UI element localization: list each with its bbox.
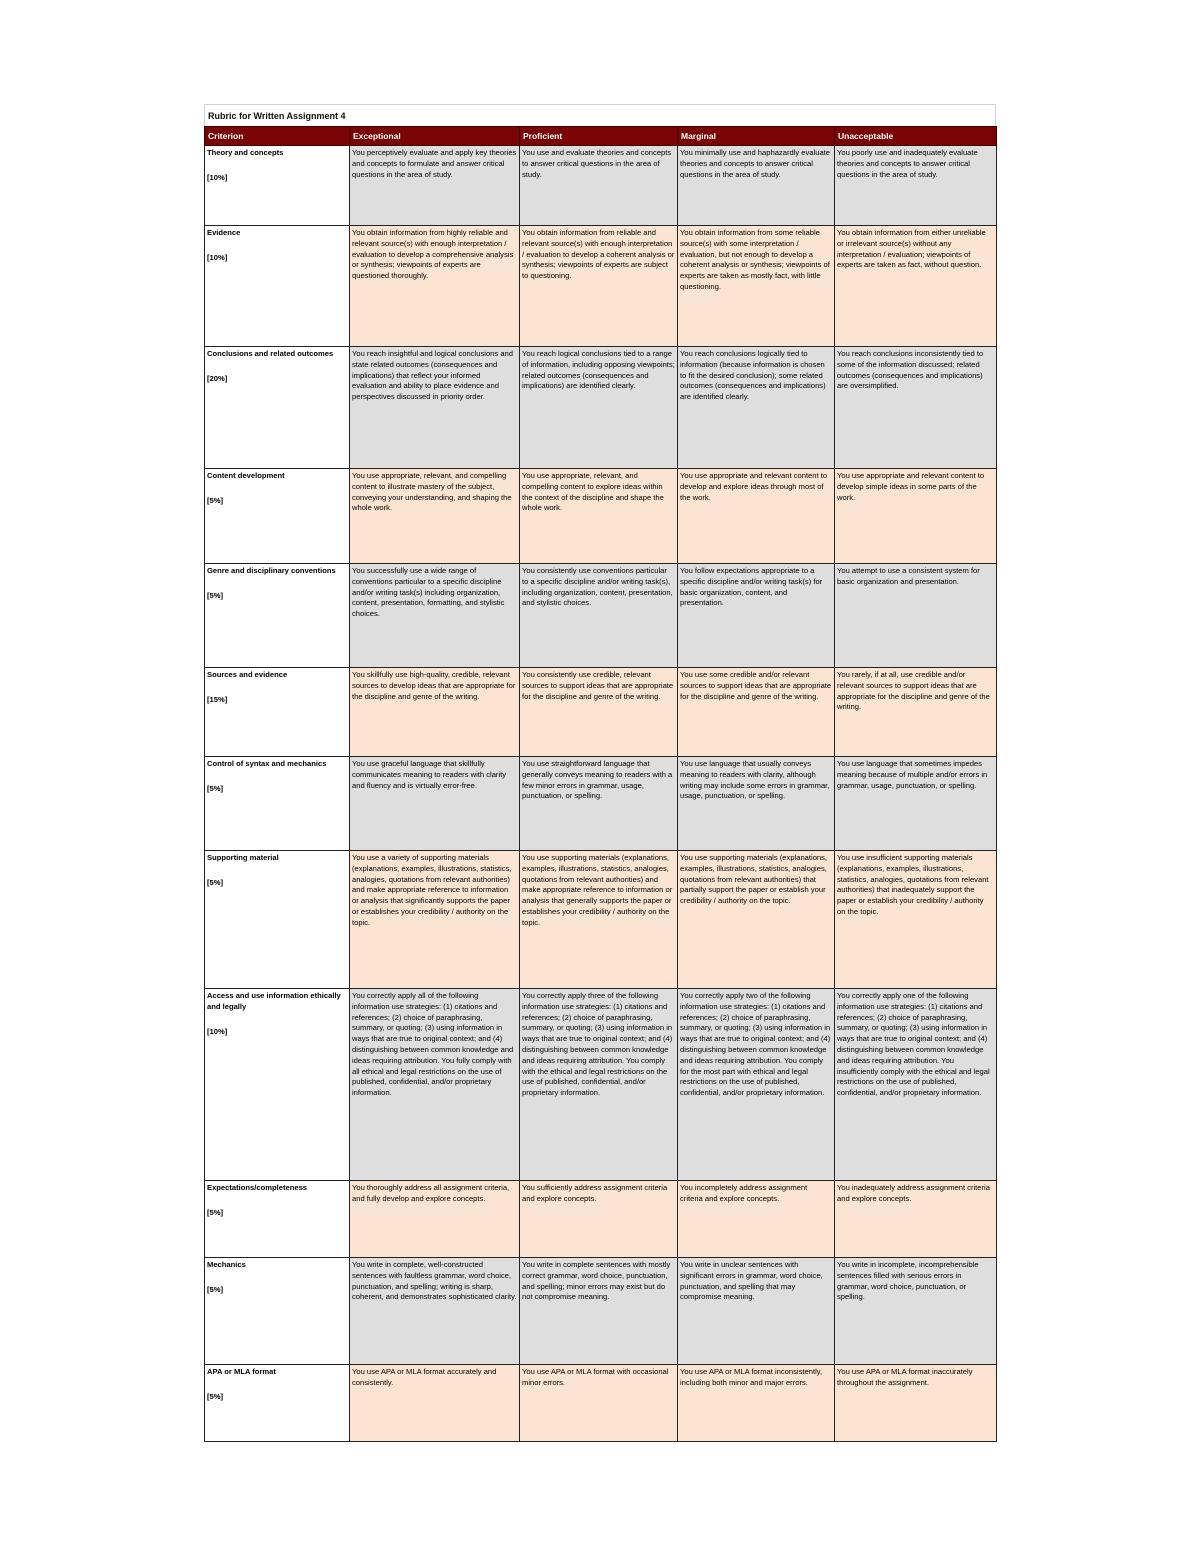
rubric-sheet	[204, 104, 996, 1442]
criterion-name: APA or MLA format	[207, 1367, 276, 1376]
criterion-cell	[205, 1181, 350, 1258]
criterion-weight: [5%]	[207, 1207, 224, 1217]
unacceptable-cell: You write in incomplete, incomprehensible sentences filled with serious errors in grammar, word choice, punctuation, or spelling.	[835, 1258, 997, 1365]
header-exceptional: Exceptional	[350, 127, 520, 146]
table-row	[205, 1181, 997, 1258]
criterion-cell	[205, 989, 350, 1181]
criterion-weight: [10%]	[207, 252, 228, 262]
criterion-name: Content development	[207, 471, 285, 480]
criterion-weight: [10%]	[207, 172, 228, 182]
marginal-cell: You obtain information from some reliable source(s) with some interpretation / evaluation, but not enough to develop a coherent analysis or synthesis; viewpoints of experts are taken as mostly fact, with little questioning.	[678, 226, 835, 347]
unacceptable-cell: You use language that sometimes impedes meaning because of multiple and/or errors in grammar, usage, punctuation, or spelling.	[835, 757, 997, 851]
unacceptable-cell: You inadequately address assignment criteria and explore concepts.	[835, 1181, 997, 1258]
table-row	[205, 347, 997, 469]
marginal-cell: You correctly apply two of the following information use strategies: (1) citations and references; (2) choice of paraphrasing, summary, or quoting; (3) using information in ways that are true to original context; and (4) distinguishing between common knowledge and ideas requiring attribution. You comply for the most part with ethical and legal restrictions on the use of published, confidential, and/or proprietary information.	[678, 989, 835, 1181]
proficient-cell: You write in complete sentences with mostly correct grammar, word choice, punctuation, and spelling; minor errors may exist but do not compromise meaning.	[520, 1258, 678, 1365]
exceptional-cell: You obtain information from highly reliable and relevant source(s) with enough interpretation / evaluation to develop a comprehensive analysis or synthesis; viewpoints of experts are questioned thoroughly.	[350, 226, 520, 347]
unacceptable-cell: You rarely, if at all, use credible and/or relevant sources to support ideas that are appropriate for the discipline and genre of the writing.	[835, 668, 997, 757]
header-row	[205, 127, 997, 146]
criterion-cell	[205, 757, 350, 851]
rubric-table	[204, 126, 997, 1442]
proficient-cell: You use appropriate, relevant, and compelling content to explore ideas within the context of the discipline and shape the whole work.	[520, 469, 678, 564]
exceptional-cell: You use APA or MLA format accurately and consistently.	[350, 1365, 520, 1442]
criterion-cell	[205, 347, 350, 469]
criterion-cell	[205, 1365, 350, 1442]
criterion-name: Conclusions and related outcomes	[207, 349, 334, 358]
criterion-name: Access and use information ethically and legally	[207, 991, 341, 1011]
criterion-weight: [5%]	[207, 1391, 224, 1401]
table-row	[205, 1258, 997, 1365]
marginal-cell: You minimally use and haphazardly evaluate theories and concepts to answer critical questions in the area of study.	[678, 146, 835, 226]
criterion-name: Evidence	[207, 228, 241, 237]
criterion-cell	[205, 226, 350, 347]
marginal-cell: You use APA or MLA format inconsistently, including both minor and major errors.	[678, 1365, 835, 1442]
header-marginal: Marginal	[678, 127, 835, 146]
marginal-cell: You use some credible and/or relevant sources to support ideas that are appropriate for the discipline and genre of the writing.	[678, 668, 835, 757]
criterion-name: Supporting material	[207, 853, 279, 862]
criterion-weight: [5%]	[207, 495, 224, 505]
unacceptable-cell: You reach conclusions inconsistently tied to some of the information discussed; related outcomes (consequences and implications) are oversimplified.	[835, 347, 997, 469]
table-row	[205, 851, 997, 989]
header-proficient: Proficient	[520, 127, 678, 146]
criterion-name: Theory and concepts	[207, 148, 284, 157]
proficient-cell: You obtain information from reliable and relevant source(s) with enough interpretation / evaluation to develop a coherent analysis or synthesis; viewpoints of experts are subject to questioning.	[520, 226, 678, 347]
unacceptable-cell: You use APA or MLA format inaccurately throughout the assignment.	[835, 1365, 997, 1442]
exceptional-cell: You thoroughly address all assignment criteria, and fully develop and explore concepts.	[350, 1181, 520, 1258]
criterion-name: Expectations/completeness	[207, 1183, 308, 1192]
marginal-cell: You incompletely address assignment criteria and explore concepts.	[678, 1181, 835, 1258]
criterion-weight: [5%]	[207, 783, 224, 793]
criterion-weight: [5%]	[207, 1284, 224, 1294]
criterion-cell	[205, 851, 350, 989]
criterion-name: Genre and disciplinary conventions	[207, 566, 336, 575]
exceptional-cell: You use appropriate, relevant, and compelling content to illustrate mastery of the subject, conveying your understanding, and shaping the whole work.	[350, 469, 520, 564]
proficient-cell: You sufficiently address assignment criteria and explore concepts.	[520, 1181, 678, 1258]
proficient-cell: You use supporting materials (explanations, examples, illustrations, statistics, analogies, quotations from relevant authorities) and make appropriate reference to information or analysis that generally supports the paper or establishes your credibility / authority on the topic.	[520, 851, 678, 989]
table-row	[205, 469, 997, 564]
criterion-name: Mechanics	[207, 1260, 246, 1269]
marginal-cell: You use supporting materials (explanations, examples, illustrations, statistics, analogies, quotations from relevant authorities) that partially support the paper or establish your credibility / authority on the topic.	[678, 851, 835, 989]
marginal-cell: You follow expectations appropriate to a specific discipline and/or writing task(s) for basic organization, content, and presentation.	[678, 564, 835, 668]
exceptional-cell: You use a variety of supporting materials (explanations, examples, illustrations, statistics, analogies, quotations from relevant authorities) and make appropriate reference to information or analysis that significantly supports the paper or establishes your credibility / authority on the topic.	[350, 851, 520, 989]
proficient-cell: You use straightforward language that generally conveys meaning to readers with a few minor errors in grammar, usage, punctuation, or spelling.	[520, 757, 678, 851]
proficient-cell: You reach logical conclusions tied to a range of information, including opposing viewpoints; related outcomes (consequences and implications) are identified clearly.	[520, 347, 678, 469]
unacceptable-cell: You attempt to use a consistent system for basic organization and presentation.	[835, 564, 997, 668]
table-row	[205, 989, 997, 1181]
proficient-cell: You consistently use credible, relevant sources to support ideas that are appropriate for the discipline and genre of the writing.	[520, 668, 678, 757]
marginal-cell: You use language that usually conveys meaning to readers with clarity, although writing may include some errors in grammar, usage, punctuation, or spelling.	[678, 757, 835, 851]
criterion-cell	[205, 564, 350, 668]
exceptional-cell: You use graceful language that skillfully communicates meaning to readers with clarity and fluency and is virtually error-free.	[350, 757, 520, 851]
marginal-cell: You use appropriate and relevant content to develop and explore ideas through most of the work.	[678, 469, 835, 564]
exceptional-cell: You correctly apply all of the following information use strategies: (1) citations and references; (2) choice of paraphrasing, summary, or quoting; (3) using information in ways that are true to original context; and (4) distinguishing between common knowledge and ideas requiring attribution. You fully comply with all ethical and legal restrictions on the use of published, confidential, and/or proprietary information.	[350, 989, 520, 1181]
table-row	[205, 146, 997, 226]
table-row	[205, 668, 997, 757]
exceptional-cell: You reach insightful and logical conclusions and state related outcomes (consequences and implications) that reflect your informed evaluation and ability to place evidence and perspectives discussed in priority order.	[350, 347, 520, 469]
exceptional-cell: You successfully use a wide range of conventions particular to a specific discipline and/or writing task(s) including organization, content, presentation, formatting, and stylistic choices.	[350, 564, 520, 668]
header-unacceptable: Unacceptable	[835, 127, 997, 146]
unacceptable-cell: You use appropriate and relevant content to develop simple ideas in some parts of the work.	[835, 469, 997, 564]
marginal-cell: You write in unclear sentences with significant errors in grammar, word choice, punctuation, and spelling that may compromise meaning.	[678, 1258, 835, 1365]
criterion-cell	[205, 668, 350, 757]
marginal-cell: You reach conclusions logically tied to information (because information is chosen to fit the desired conclusion); some related outcomes (consequences and implications) are identified clearly.	[678, 347, 835, 469]
unacceptable-cell: You poorly use and inadequately evaluate theories and concepts to answer critical questions in the area of study.	[835, 146, 997, 226]
table-row	[205, 564, 997, 668]
criterion-cell	[205, 469, 350, 564]
exceptional-cell: You skillfully use high-quality, credible, relevant sources to develop ideas that are appropriate for the discipline and genre of the writing.	[350, 668, 520, 757]
unacceptable-cell: You correctly apply one of the following information use strategies: (1) citations and references; (2) choice of paraphrasing, summary, or quoting; (3) using information in ways that are true to original context; and (4) distinguishing between common knowledge and ideas requiring attribution. You insufficiently comply with the ethical and legal restrictions on the use of published, confidential, and/or proprietary information.	[835, 989, 997, 1181]
table-row	[205, 1365, 997, 1442]
criterion-weight: [5%]	[207, 877, 224, 887]
proficient-cell: You use APA or MLA format with occasional minor errors.	[520, 1365, 678, 1442]
unacceptable-cell: You obtain information from either unreliable or irrelevant source(s) without any interpretation / evaluation; viewpoints of experts are taken as fact, without question.	[835, 226, 997, 347]
proficient-cell: You consistently use conventions particular to a specific discipline and/or writing task(s), including organization, content, presentation, and stylistic choices.	[520, 564, 678, 668]
table-row	[205, 757, 997, 851]
exceptional-cell: You write in complete, well-constructed sentences with faultless grammar, word choice, punctuation, and spelling; writing is sharp, coherent, and demonstrates sophisticated clarity.	[350, 1258, 520, 1365]
header-criterion: Criterion	[205, 127, 350, 146]
criterion-name: Control of syntax and mechanics	[207, 759, 327, 768]
criterion-cell	[205, 146, 350, 226]
table-row	[205, 226, 997, 347]
proficient-cell: You use and evaluate theories and concepts to answer critical questions in the area of study.	[520, 146, 678, 226]
criterion-name: Sources and evidence	[207, 670, 288, 679]
criterion-weight: [20%]	[207, 373, 228, 383]
criterion-weight: [15%]	[207, 694, 228, 704]
rubric-title: Rubric for Written Assignment 4	[204, 104, 996, 126]
criterion-weight: [5%]	[207, 590, 224, 600]
exceptional-cell: You perceptively evaluate and apply key theories and concepts to formulate and answer critical questions in the area of study.	[350, 146, 520, 226]
criterion-weight: [10%]	[207, 1026, 228, 1036]
unacceptable-cell: You use insufficient supporting materials (explanations, examples, illustrations, statistics, analogies, quotations from relevant authorities) that inadequately support the paper or establish your credibility / authority on the topic.	[835, 851, 997, 989]
proficient-cell: You correctly apply three of the following information use strategies: (1) citations and references; (2) choice of paraphrasing, summary, or quoting; (3) using information in ways that are true to original context; and (4) distinguishing between common knowledge and ideas requiring attribution. You comply with the ethical and legal restrictions on the use of published, confidential, and/or proprietary information.	[520, 989, 678, 1181]
criterion-cell	[205, 1258, 350, 1365]
